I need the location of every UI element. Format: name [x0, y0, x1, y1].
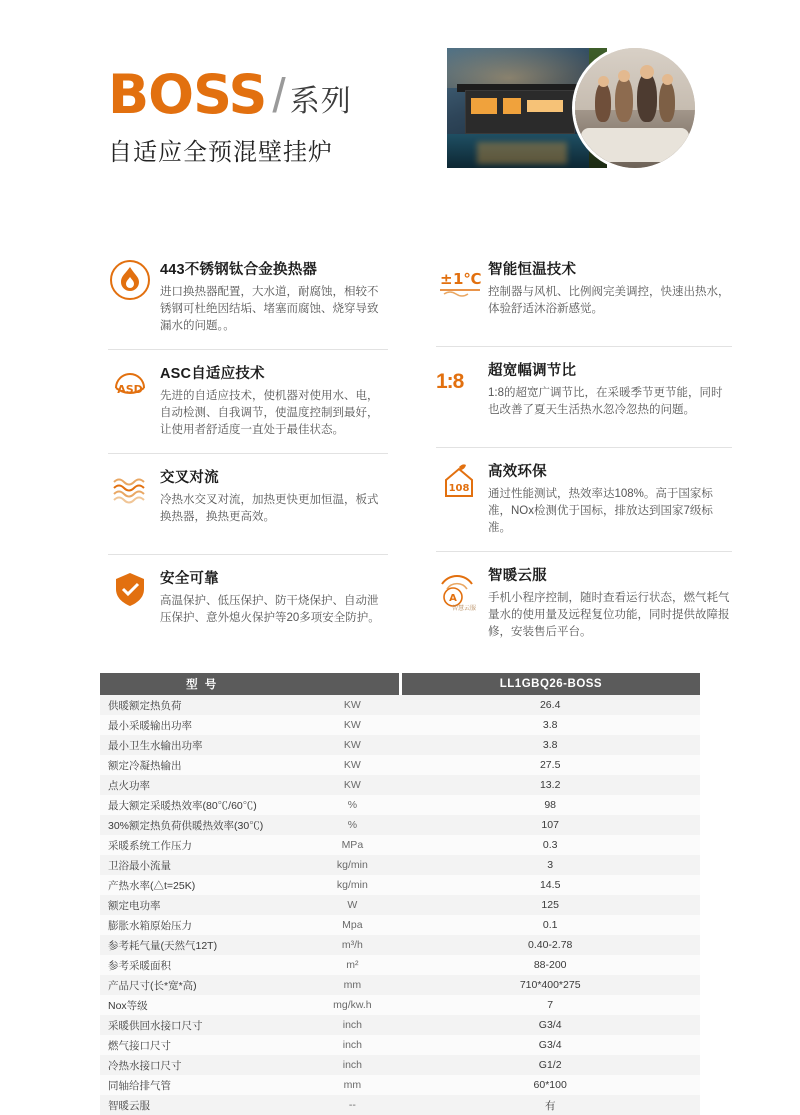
feature-text — [156, 362, 388, 439]
feature-title: 超宽幅调节比 — [488, 363, 577, 379]
family-head-2 — [618, 70, 630, 82]
spec-value: 7 — [400, 995, 700, 1015]
spec-unit: MPa — [304, 835, 400, 855]
feature-desc: 先进的自适应技术，使机器对使用水、电，自动检测、自我调节，使温度控制到最好，让使用者舒适度一直处于最佳状态。 — [160, 390, 379, 436]
features-column-right — [436, 246, 732, 655]
feature-modulation-ratio — [436, 347, 732, 448]
pool-reflection — [477, 142, 567, 164]
spec-name: 采暖系统工作压力 — [100, 835, 304, 855]
svg-text:智慧云服: 智慧云服 — [451, 605, 477, 612]
feature-cross-flow — [108, 454, 388, 555]
spec-value: 3.8 — [400, 715, 700, 735]
spec-unit: KW — [304, 695, 400, 715]
spec-unit: KW — [304, 715, 400, 735]
feature-text — [156, 567, 388, 627]
feature-text — [156, 466, 388, 526]
spec-value: 13.2 — [400, 775, 700, 795]
spec-name: 最小卫生水输出功率 — [100, 735, 304, 755]
feature-asc-adaptive — [108, 350, 388, 454]
spec-unit: W — [304, 895, 400, 915]
features-section — [0, 230, 800, 655]
table-row — [100, 795, 700, 815]
spec-table — [100, 673, 700, 1115]
table-row — [100, 995, 700, 1015]
asd-adaptive-icon — [108, 362, 156, 414]
table-row — [100, 1055, 700, 1075]
features-column-left — [108, 246, 404, 655]
feature-title: 443不锈钢钛合金换热器 — [160, 262, 318, 278]
spec-name: 智暖云服 — [100, 1095, 304, 1115]
feature-title: 智暖云服 — [488, 568, 547, 584]
spec-unit: KW — [304, 735, 400, 755]
feature-title: 交叉对流 — [160, 470, 219, 486]
spec-unit: mm — [304, 975, 400, 995]
spec-value: 0.3 — [400, 835, 700, 855]
table-row — [100, 975, 700, 995]
table-row — [100, 955, 700, 975]
svg-text:108: 108 — [448, 483, 470, 494]
table-row — [100, 1075, 700, 1095]
col-header-model: 型 号 — [100, 673, 304, 695]
table-row — [100, 1015, 700, 1035]
table-header-row — [100, 673, 700, 695]
spec-unit: Mpa — [304, 915, 400, 935]
feature-desc: 通过性能测试，热效率达108%。高于国家标准，NOx检测优于国标，排放达到国家7级标准。 — [488, 488, 713, 534]
sofa — [581, 128, 689, 162]
family-head-4 — [662, 74, 673, 85]
table-row — [100, 915, 700, 935]
cross-flow-icon — [108, 466, 156, 518]
spec-unit: KW — [304, 775, 400, 795]
svg-text:ASD: ASD — [117, 383, 143, 396]
family-person-3 — [637, 72, 657, 122]
spec-name: 采暖供回水接口尺寸 — [100, 1015, 304, 1035]
table-row — [100, 715, 700, 735]
spec-table-body — [100, 695, 700, 1115]
spec-name: Nox等级 — [100, 995, 304, 1015]
feature-thermostat — [436, 246, 732, 347]
table-row — [100, 695, 700, 715]
smart-cloud-icon — [436, 564, 484, 616]
spec-value: 710*400*275 — [400, 975, 700, 995]
spec-value: 88-200 — [400, 955, 700, 975]
family-person-1 — [595, 82, 611, 122]
spec-unit: -- — [304, 1095, 400, 1115]
spec-name: 30%额定热负荷供暖热效率(30℃) — [100, 815, 304, 835]
brand-row — [108, 63, 438, 126]
spec-name: 膨胀水箱原始压力 — [100, 915, 304, 935]
spec-value: 107 — [400, 815, 700, 835]
spec-unit: m² — [304, 955, 400, 975]
spec-unit: inch — [304, 1035, 400, 1055]
spec-value: G1/2 — [400, 1055, 700, 1075]
feature-text — [484, 359, 732, 419]
feature-text — [484, 564, 732, 641]
table-row — [100, 895, 700, 915]
spec-value: G3/4 — [400, 1015, 700, 1035]
spec-unit: % — [304, 815, 400, 835]
feature-title: ASC自适应技术 — [160, 366, 265, 382]
family-person-4 — [659, 80, 675, 122]
feature-desc: 进口换热器配置，大水道，耐腐蚀，相较不锈钢可杜绝因结垢、堵塞而腐蚀、烧穿导致漏水的问题。。 — [160, 286, 379, 332]
table-row — [100, 855, 700, 875]
shield-safety-icon — [108, 567, 156, 619]
spec-value: 26.4 — [400, 695, 700, 715]
feature-desc: 控制器与风机、比例阀完美调控，快速出热水，体验舒适沐浴新感觉。 — [488, 286, 730, 315]
flame-icon — [108, 258, 156, 310]
feature-title: 安全可靠 — [160, 571, 219, 587]
spec-value: G3/4 — [400, 1035, 700, 1055]
spec-name: 供暖额定热负荷 — [100, 695, 304, 715]
feature-desc: 冷热水交叉对流，加热更快更加恒温，板式换热器，换热更高效。 — [160, 494, 379, 523]
spec-unit: mg/kw.h — [304, 995, 400, 1015]
ratio-icon — [436, 359, 484, 411]
spec-value: 125 — [400, 895, 700, 915]
family-person-2 — [615, 76, 633, 122]
spec-value: 98 — [400, 795, 700, 815]
col-header-unit — [304, 673, 400, 695]
table-row — [100, 815, 700, 835]
spec-name: 参考耗气量(天然气12T) — [100, 935, 304, 955]
brand-block — [108, 63, 438, 167]
thermostat-icon — [436, 258, 484, 310]
table-row — [100, 835, 700, 855]
spec-name: 最小采暖输出功率 — [100, 715, 304, 735]
brand-name: BOSS — [108, 63, 267, 126]
spec-name: 额定电功率 — [100, 895, 304, 915]
feature-title: 高效环保 — [488, 464, 547, 480]
feature-desc: 1:8的超宽广调节比，在采暖季节更节能，同时也改善了夏天生活热水忽冷忽热的问题。 — [488, 387, 723, 416]
spec-unit: kg/min — [304, 855, 400, 875]
table-row — [100, 755, 700, 775]
spec-unit: kg/min — [304, 875, 400, 895]
header-photos — [447, 48, 697, 168]
spec-unit: inch — [304, 1015, 400, 1035]
feature-text — [484, 258, 732, 318]
spec-name: 冷热水接口尺寸 — [100, 1055, 304, 1075]
brand-series-label: 系列 — [289, 85, 352, 118]
col-header-value: LL1GBQ26-BOSS — [400, 673, 700, 695]
brand-slash-divider: / — [272, 70, 286, 123]
spec-name: 卫浴最小流量 — [100, 855, 304, 875]
spec-name: 同轴给排气管 — [100, 1075, 304, 1095]
feature-text — [156, 258, 388, 335]
family-sofa-photo — [575, 48, 695, 168]
table-row — [100, 775, 700, 795]
spec-unit: KW — [304, 755, 400, 775]
spec-unit: m³/h — [304, 935, 400, 955]
page-title: 自适应全预混壁挂炉 — [108, 139, 333, 166]
spec-name: 燃气接口尺寸 — [100, 1035, 304, 1055]
spec-name: 产热水率(△t=25K) — [100, 875, 304, 895]
spec-value: 0.1 — [400, 915, 700, 935]
spec-value: 0.40-2.78 — [400, 935, 700, 955]
spec-value: 3.8 — [400, 735, 700, 755]
feature-smart-cloud — [436, 552, 732, 655]
feature-heat-exchanger — [108, 246, 388, 350]
house-window-1 — [471, 98, 497, 114]
spec-unit: % — [304, 795, 400, 815]
spec-value: 3 — [400, 855, 700, 875]
family-head-1 — [598, 76, 609, 87]
spec-name: 点火功率 — [100, 775, 304, 795]
spec-unit: inch — [304, 1055, 400, 1075]
spec-value: 27.5 — [400, 755, 700, 775]
spec-name: 参考采暖面积 — [100, 955, 304, 975]
family-head-3 — [640, 65, 654, 79]
spec-value: 60*100 — [400, 1075, 700, 1095]
table-row — [100, 935, 700, 955]
svg-text:A: A — [449, 593, 457, 604]
table-row — [100, 1035, 700, 1055]
feature-safety — [108, 555, 388, 655]
table-row — [100, 735, 700, 755]
spec-value: 有 — [400, 1095, 700, 1115]
table-row — [100, 1095, 700, 1115]
feature-title: 智能恒温技术 — [488, 262, 577, 278]
house-window-3 — [527, 100, 563, 112]
spec-table-wrap — [0, 673, 800, 1115]
feature-desc: 高温保护、低压保护、防干烧保护、自动泄压保护、意外熄火保护等20多项安全防护。 — [160, 595, 380, 624]
feature-efficiency — [436, 448, 732, 552]
spec-name: 产品尺寸(长*宽*高) — [100, 975, 304, 995]
ratio-icon-text: 1:8 — [436, 370, 464, 393]
spec-value: 14.5 — [400, 875, 700, 895]
svg-text:±: ± — [440, 270, 453, 288]
spec-table-head — [100, 673, 700, 695]
spec-name: 额定冷凝热输出 — [100, 755, 304, 775]
feature-text — [484, 460, 732, 537]
room-wall — [575, 48, 695, 110]
table-row — [100, 875, 700, 895]
page-header — [0, 0, 800, 230]
feature-desc: 手机小程序控制，随时查看运行状态，燃气耗气量水的使用量及远程复位功能，同时提供故障报修，安装售后平台。 — [488, 592, 730, 638]
svg-text:1℃: 1℃ — [453, 270, 482, 288]
spec-name: 最大额定采暖热效率(80℃/60℃) — [100, 795, 304, 815]
spec-unit: mm — [304, 1075, 400, 1095]
eco-house-icon — [436, 460, 484, 512]
house-window-2 — [503, 98, 521, 114]
